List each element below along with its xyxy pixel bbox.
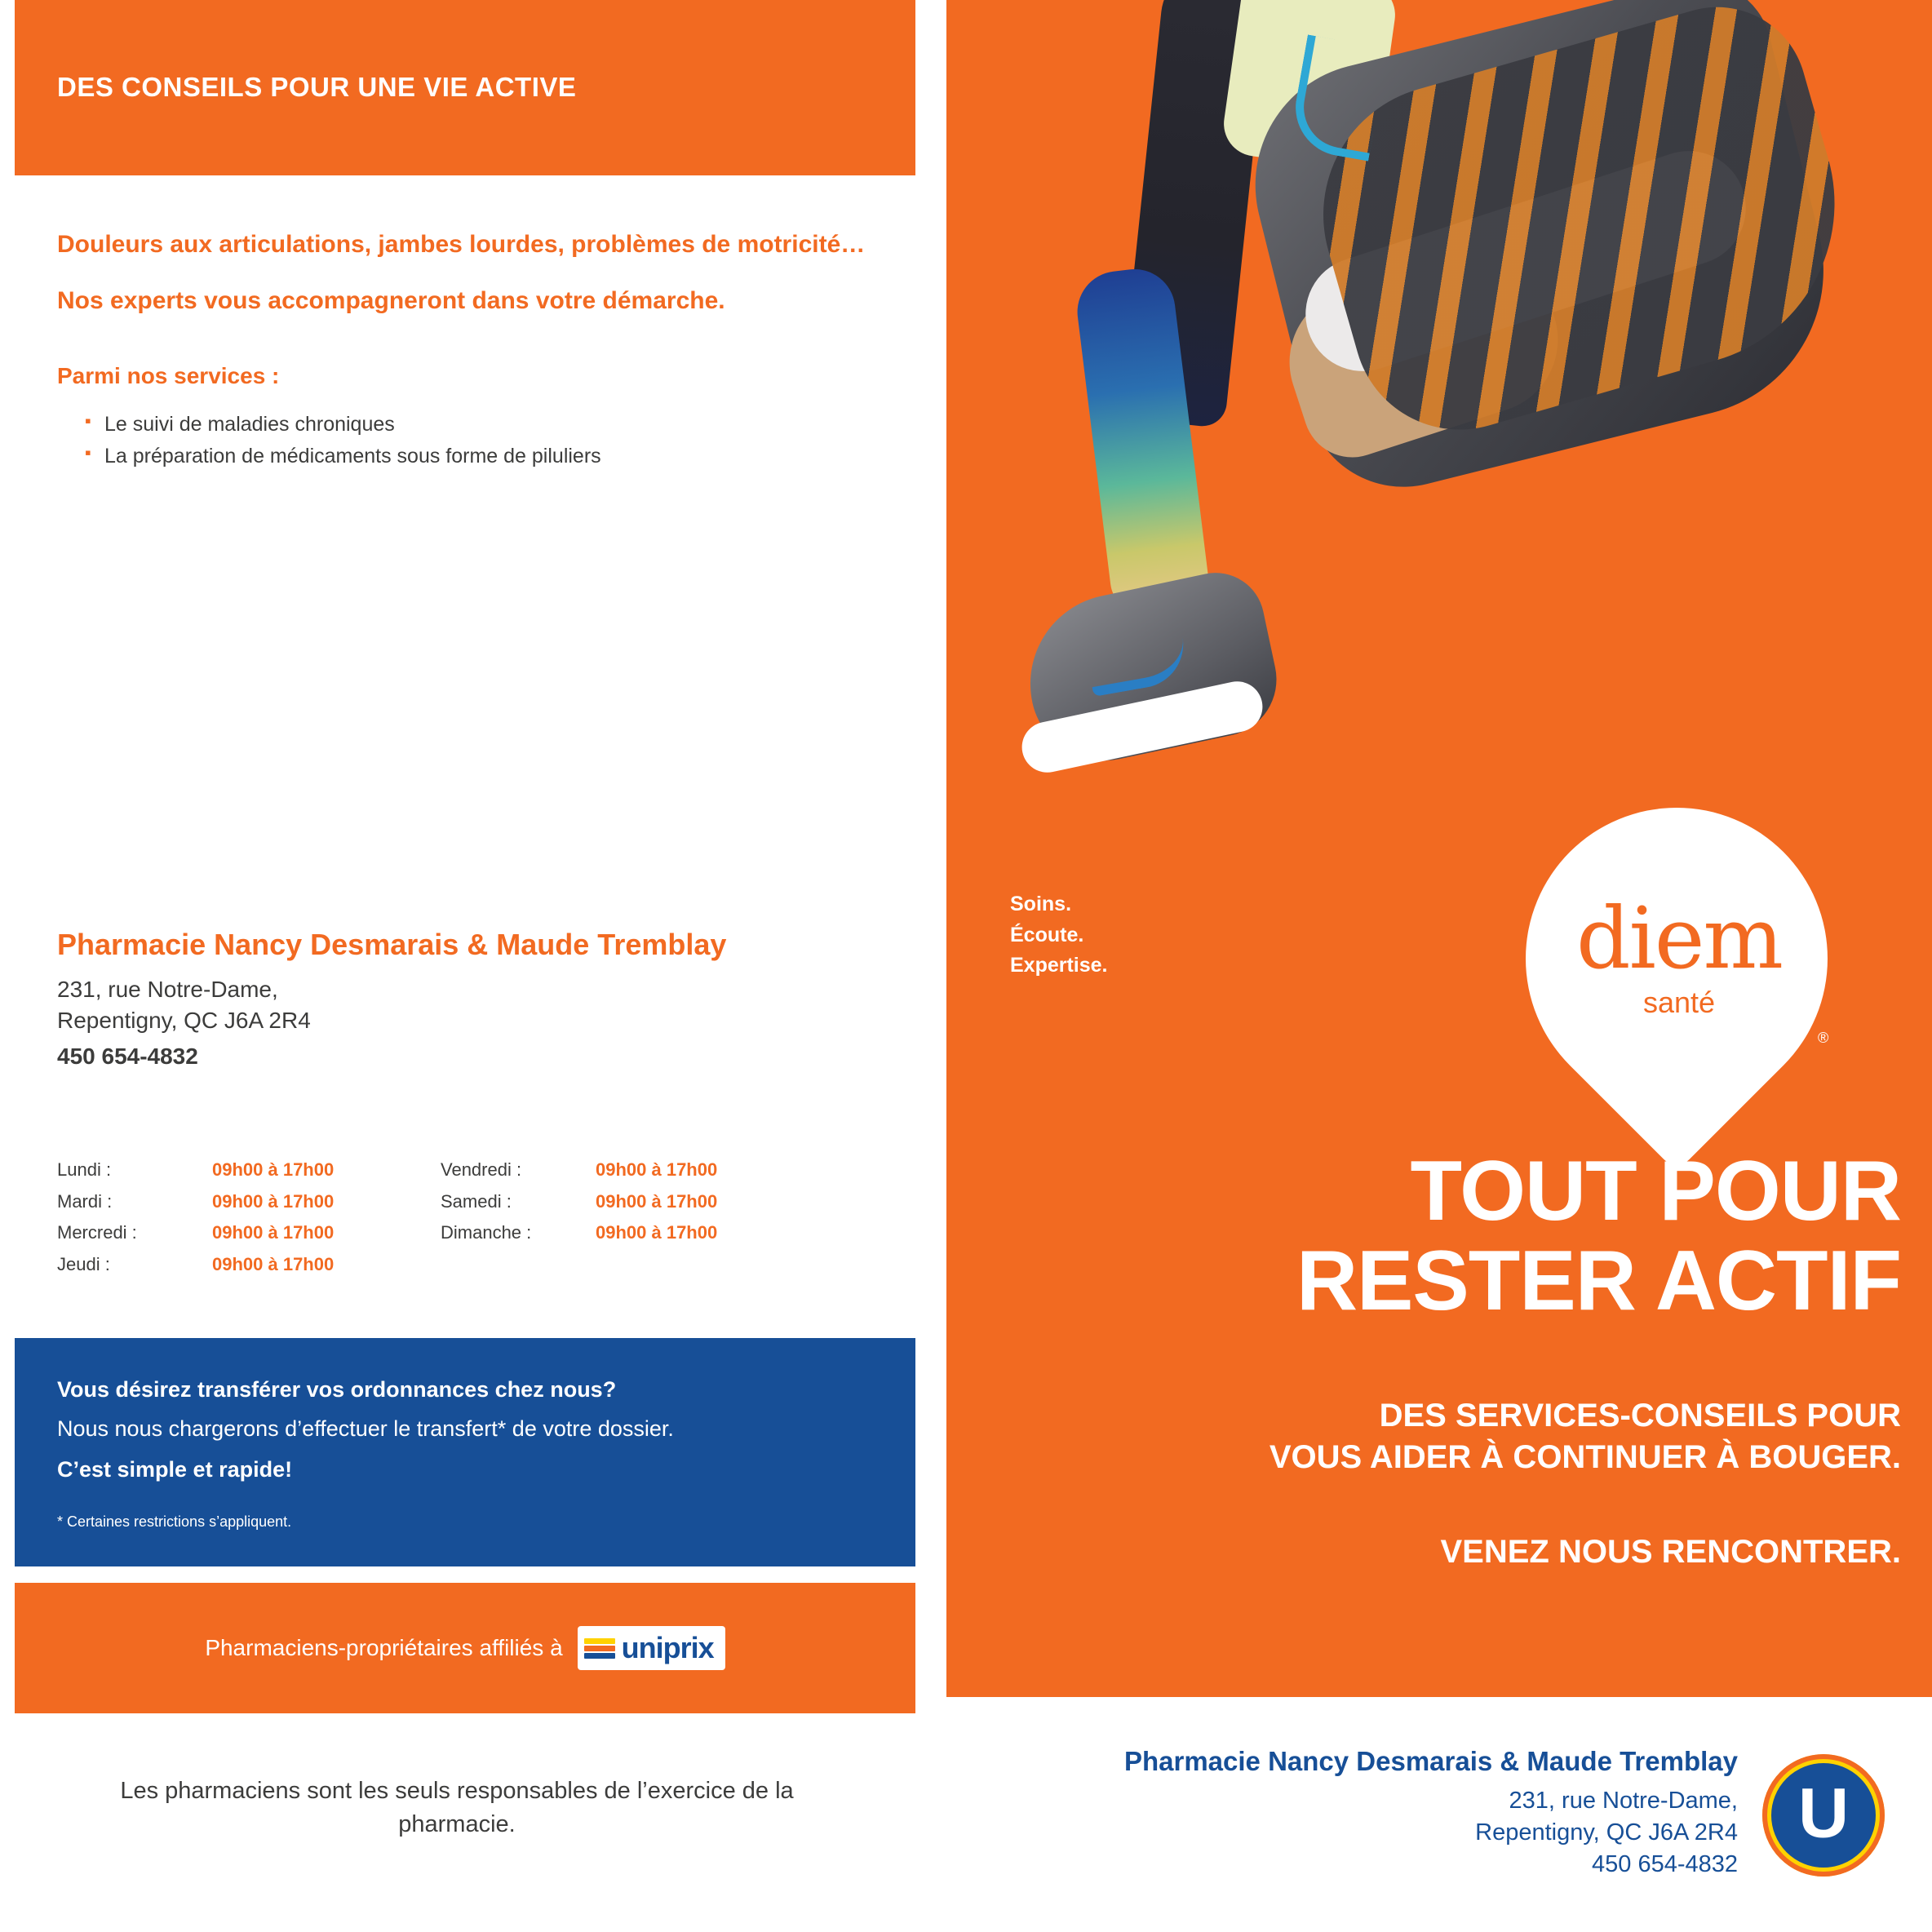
left-panel — [0, 0, 946, 1697]
lead-paragraph-2: Nos experts vous accompagneront dans votre démarche. — [57, 286, 725, 314]
transfer-headline: Vous désirez transférer vos ordonnances chez nous? — [57, 1377, 617, 1402]
prescription-transfer-box — [15, 1338, 915, 1566]
footer-contact — [816, 1746, 1738, 1881]
hours-value: 09h00 à 17h00 — [596, 1222, 718, 1243]
headline-line-1: TOUT POUR — [1410, 1144, 1901, 1239]
pharmacy-address-line-2: Repentigny, QC J6A 2R4 — [57, 1007, 311, 1033]
transfer-footnote: * Certaines restrictions s’appliquent. — [57, 1513, 292, 1530]
headline-line-2: RESTER ACTIF — [1296, 1234, 1901, 1329]
hours-value: 09h00 à 17h00 — [596, 1190, 718, 1212]
hours-column-1 — [57, 1154, 441, 1280]
hours-day: Jeudi : — [57, 1253, 110, 1274]
lead-paragraph-1: Douleurs aux articulations, jambes lourdes, problèmes de motricité… — [57, 231, 866, 258]
uniprix-bars-icon — [584, 1637, 615, 1660]
hours-day: Mardi : — [57, 1190, 113, 1212]
pharmacy-info-block — [57, 926, 889, 1070]
left-header-title: DES CONSEILS POUR UNE VIE ACTIVE — [57, 72, 577, 102]
tagline — [1010, 889, 1108, 982]
logo-wordmark: diem — [1576, 888, 1782, 988]
runner-photo — [946, 0, 1932, 865]
affiliation-line — [15, 1583, 915, 1713]
hours-column-2 — [441, 1154, 824, 1280]
affiliation-strip — [15, 1583, 915, 1713]
hours-row — [57, 1249, 441, 1281]
legal-disclaimer: Les pharmaciens sont les seuls responsables de l’exercice de la pharmacie. — [120, 1778, 794, 1837]
hours-row — [441, 1154, 824, 1186]
services-title: Parmi nos services : — [57, 363, 280, 388]
subheadline-line-1: DES SERVICES-CONSEILS POUR — [1379, 1398, 1901, 1433]
hours-row — [441, 1217, 824, 1249]
tagline-line-2: Écoute. — [1010, 923, 1084, 946]
hours-value: 09h00 à 17h00 — [212, 1190, 335, 1212]
list-item: ▪ La préparation de médicaments sous forme de piluliers — [85, 441, 881, 472]
logo-subtext: santé — [1642, 986, 1716, 1019]
uniprix-wordmark: uniprix — [621, 1631, 714, 1664]
tagline-line-3: Expertise. — [1010, 954, 1108, 977]
affiliation-text: Pharmaciens-propriétaires affiliés à — [205, 1635, 563, 1660]
main-headline — [995, 1144, 1901, 1329]
hours-value: 09h00 à 17h00 — [212, 1222, 335, 1243]
hours-day: Lundi : — [57, 1159, 112, 1180]
pharmacy-phone[interactable]: 450 654-4832 — [57, 1044, 198, 1070]
hours-row — [57, 1154, 441, 1186]
hours-day: Samedi : — [441, 1190, 512, 1212]
sub-headline — [995, 1395, 1901, 1478]
hours-day: Mercredi : — [57, 1222, 137, 1243]
hours-day: Vendredi : — [441, 1159, 522, 1180]
uniprix-u-logo — [1762, 1754, 1885, 1877]
transfer-body: Nous nous chargerons d’effectuer le transfert* de votre dossier. — [57, 1416, 674, 1441]
hours-value: 09h00 à 17h00 — [596, 1159, 718, 1180]
left-body — [57, 228, 881, 472]
footer-phone[interactable]: 450 654-4832 — [1592, 1851, 1738, 1878]
footer-address-line-2: Repentigny, QC J6A 2R4 — [1475, 1819, 1738, 1846]
footer-address-line-1: 231, rue Notre-Dame, — [1509, 1788, 1738, 1814]
list-item: ▪ Le suivi de maladies chroniques — [85, 409, 881, 441]
pharmacy-name: Pharmacie Nancy Desmarais & Maude Tremblay — [57, 928, 727, 961]
services-list — [57, 409, 881, 472]
call-to-action: VENEZ NOUS RENCONTRER. — [1440, 1534, 1901, 1570]
hours-day: Dimanche : — [441, 1222, 532, 1243]
registered-trademark-icon: ® — [1818, 1030, 1829, 1046]
hours-row — [441, 1186, 824, 1218]
left-header-banner — [15, 0, 915, 175]
uniprix-u-letter: U — [1797, 1774, 1850, 1853]
hours-row — [57, 1186, 441, 1218]
hours-value: 09h00 à 17h00 — [212, 1253, 335, 1274]
hours-value: 09h00 à 17h00 — [212, 1159, 335, 1180]
hours-row — [57, 1217, 441, 1249]
opening-hours — [57, 1154, 881, 1280]
diem-sante-logo — [1485, 808, 1877, 1118]
pharmacy-address-line-1: 231, rue Notre-Dame, — [57, 976, 278, 1002]
right-panel — [946, 0, 1932, 1697]
subheadline-line-2: VOUS AIDER À CONTINUER À BOUGER. — [1269, 1439, 1901, 1476]
footer-pharmacy-name: Pharmacie Nancy Desmarais & Maude Tremblay — [1123, 1746, 1738, 1776]
transfer-emphasis: C’est simple et rapide! — [57, 1457, 293, 1482]
tagline-line-1: Soins. — [1010, 893, 1072, 915]
uniprix-logo — [578, 1626, 725, 1670]
